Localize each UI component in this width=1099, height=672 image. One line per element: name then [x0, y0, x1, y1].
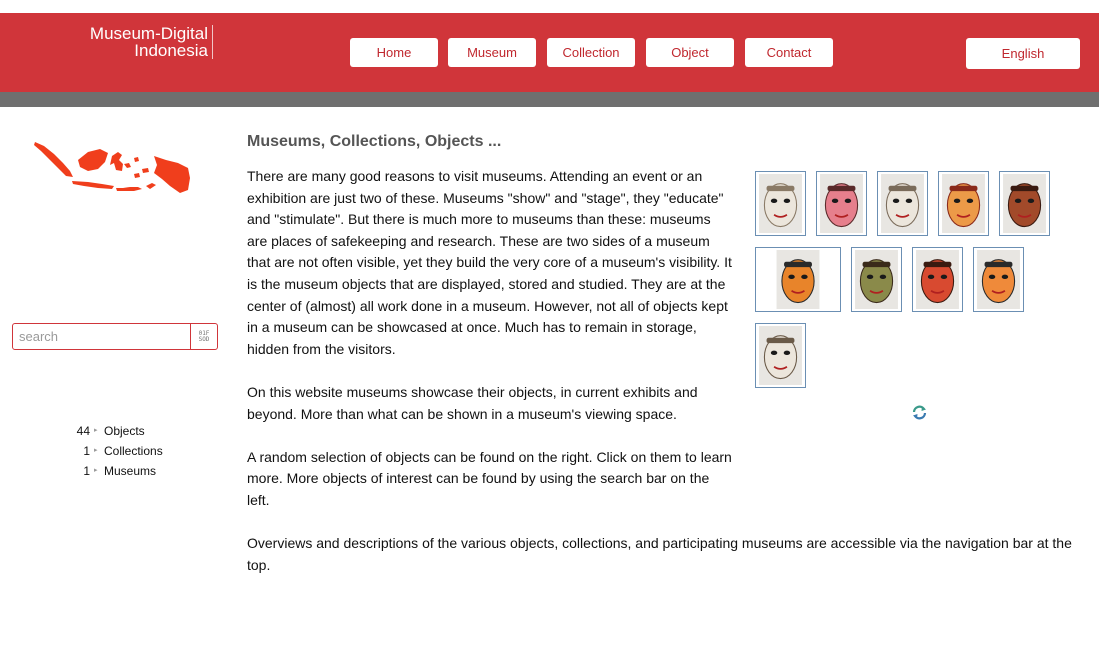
gallery-thumb[interactable] [755, 247, 841, 312]
stat-label: Objects [104, 424, 145, 438]
page-title: Museums, Collections, Objects ... [247, 133, 502, 150]
stat-label: Collections [104, 444, 163, 458]
search-box [12, 323, 218, 350]
mask-white-1 [758, 174, 803, 233]
nav-collection[interactable]: Collection [547, 38, 635, 67]
nav-contact[interactable]: Contact [745, 38, 833, 67]
stat-label: Museums [104, 464, 157, 478]
mask-orange-side [758, 250, 838, 309]
stat-collections[interactable] [74, 443, 174, 459]
nav-museum[interactable]: Museum [448, 38, 536, 67]
mask-orange-1 [941, 174, 986, 233]
mask-olive [854, 250, 899, 309]
search-input[interactable] [13, 324, 191, 349]
site-logo[interactable] [90, 25, 213, 59]
mask-white-2 [880, 174, 925, 233]
intro-paragraph-2: On this website museums showcase their objects, in current exhibits and beyond. More than what can be shown in a museum's viewing space. [247, 383, 698, 422]
brand-line-1: Museum-Digital [89, 24, 208, 43]
brand-line-2: Indonesia [134, 41, 208, 60]
gallery-thumb[interactable] [755, 171, 806, 236]
stat-objects[interactable] [74, 423, 174, 439]
mask-brown [1002, 174, 1047, 233]
gallery-thumb[interactable] [851, 247, 902, 312]
gallery-thumb[interactable] [816, 171, 867, 236]
language-select[interactable]: English [966, 38, 1080, 69]
mask-orange-2 [976, 250, 1021, 309]
mask-pink [819, 174, 864, 233]
gallery-thumb[interactable] [912, 247, 963, 312]
stat-count: 1 [83, 444, 90, 458]
chevron-right-icon: ▸ [94, 427, 98, 434]
chevron-right-icon: ▸ [94, 447, 98, 454]
gallery-thumb[interactable] [877, 171, 928, 236]
stat-museums[interactable] [74, 463, 174, 479]
intro-text [247, 166, 732, 533]
overview-paragraph: Overviews and descriptions of the various objects, collections, and participating museums are accessible via the navigation bar at the top. [247, 535, 1072, 573]
search-button-glyph: 01F SOD [198, 329, 210, 343]
nav-home[interactable]: Home [350, 38, 438, 67]
stat-count: 1 [83, 464, 90, 478]
intro-paragraph-1: There are many good reasons to visit museums. Attending an event or an exhibition are just two of these. Museums "show" and "stage", they "educate" and "stimulate". But there is much more to museums than these: museums are places of safekeeping and research. These are two sides of a museum that are not often visible, yet they build the very core of a museum's visibility. It is the museum objects that are displayed, stored and studied. They are at the center of (almost) all work done in a museum. However, not all of objects kept in a museum can be showcased at once. Much has to remain in storage, hidden from the visitors. [247, 168, 732, 357]
gallery-thumb[interactable] [999, 171, 1050, 236]
mask-red [915, 250, 960, 309]
gallery-thumb[interactable] [938, 171, 989, 236]
grey-divider-bar [0, 92, 1099, 107]
binary-search-icon[interactable] [190, 324, 217, 349]
intro-paragraph-3: A random selection of objects can be found on the right. Click on them to learn more. More objects of interest can be found by using the search bar on the left. [247, 448, 732, 508]
gallery-thumb[interactable] [755, 323, 806, 388]
gallery-thumb[interactable] [973, 247, 1024, 312]
stat-count: 44 [76, 424, 90, 438]
refresh-icon[interactable] [911, 404, 928, 421]
chevron-right-icon: ▸ [94, 467, 98, 474]
indonesia-map-icon[interactable] [30, 138, 195, 208]
mask-white-3 [758, 326, 803, 385]
nav-object[interactable]: Object [646, 38, 734, 67]
